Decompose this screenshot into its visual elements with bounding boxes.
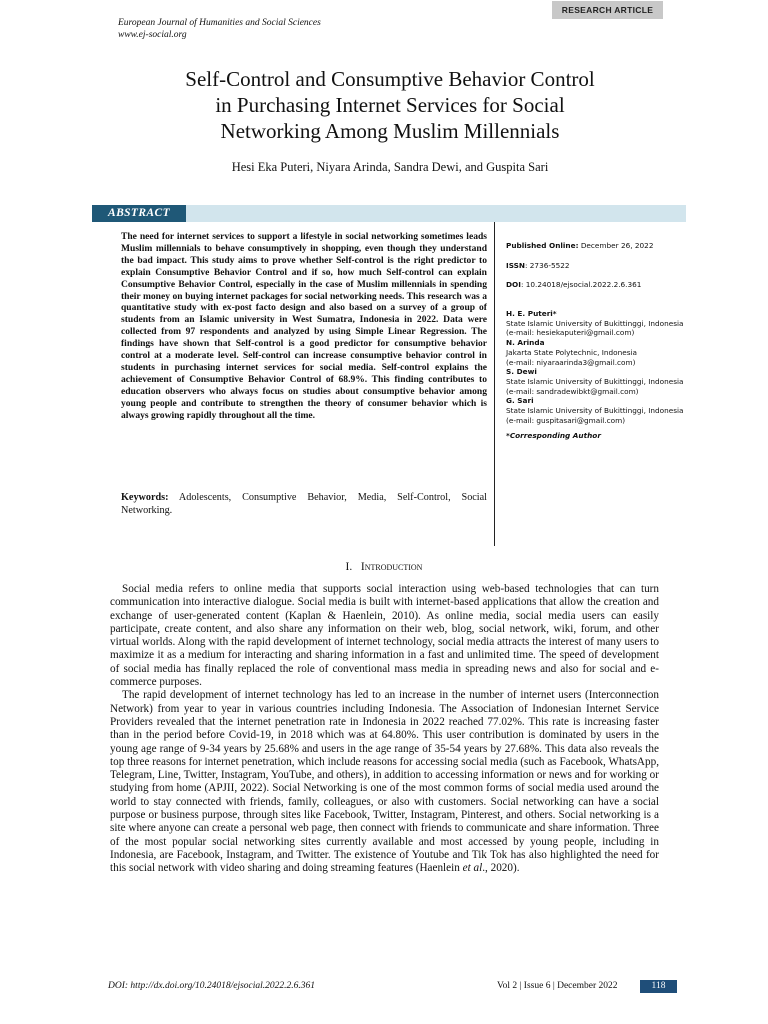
title-line-3: Networking Among Muslim Millennials [220,119,560,143]
paragraph-2-etal: et al [462,862,483,875]
affiliation-item [506,396,686,425]
column-divider [494,222,495,546]
title-line-2: in Purchasing Internet Services for Social [215,93,565,117]
title-line-1: Self-Control and Consumptive Behavior Control [185,67,595,91]
footer-volume: Vol 2 | Issue 6 | December 2022 [497,981,618,991]
issn [506,261,686,271]
affiliation-name: H. E. Puteri* [506,309,557,318]
journal-name: European Journal of Humanities and Social Sciences [118,18,321,28]
published-value: December 26, 2022 [580,241,654,250]
affiliation-institution: State Islamic University of Bukittinggi, Indonesia [506,376,684,386]
article-type-badge: RESEARCH ARTICLE [552,1,663,19]
published-label: Published Online: [506,241,579,250]
affiliation-email[interactable]: (e-mail: niyaraarinda3@gmail.com) [506,357,636,367]
journal-header [118,18,321,41]
page-number: 118 [640,980,677,993]
paragraph-2-end: ., 2020). [482,862,520,875]
affiliation-email[interactable]: (e-mail: guspitasari@gmail.com) [506,415,626,425]
affiliation-item [506,367,686,396]
section-number: I. [345,561,353,573]
paper-title [100,66,680,144]
journal-url: www.ej-social.org [118,29,187,40]
keywords-label: Keywords: [121,492,169,503]
affiliation-name: S. Dewi [506,367,537,377]
keywords [121,492,487,517]
affiliation-email[interactable]: (e-mail: hesiekaputeri@gmail.com) [506,328,635,338]
corresponding-author-note: *Corresponding Author [506,431,601,441]
affiliations [506,309,686,441]
affiliation-name: N. Arinda [506,338,545,348]
doi-value: : 10.24018/ejsocial.2022.2.6.361 [520,280,642,289]
body-paragraph-2 [110,689,659,875]
paragraph-2-main: The rapid development of internet technology has led to an increase in the number of internet users (Interconnection Network) from year to year in various countries including Indonesia. The Association of Indonesian Internet Service Providers revealed that the internet penetration rate in Indonesia in 2022 reached 77.02%. This rate is increasing faster than in the period before Covid-19, in 2018 which was at 64.80%. This user contribution is dominated by users in the young age range of 9-34 years by 25.68% and users in the age range of 35-54 years by 27.68%. This data also reveals the top three reasons for internet penetration, which include reasons for accessing social media (such as Facebook, WhatsApp, Telegram, Line, Twitter, Instagram, YouTube, and others), in addition to accessing information or news and for working or studying from home (APJII, 2022). Social Networking is one of the most common forms of social media used around the world to stay connected with friends, family, colleagues, or also with customers. Social networking can have a social purpose or business purpose, through sites like Facebook, Twitter, Instagram, Pinterest, and others. Social networking is a site where anyone can create a personal web page, then connect with friends to communicate and share information. Three of the most popular social networking sites currently available and most accessed by young people, including in Indonesia, are Facebook, Instagram, and Twitter. The existence of Youtube and Tik Tok has also highlighted the need for this social network with video sharing and doing streaming features (Haenlein [110,689,659,875]
affiliation-email[interactable]: (e-mail: sandradewibkt@gmail.com) [506,386,639,396]
published-online [506,241,686,251]
author-list: Hesi Eka Puteri, Niyara Arinda, Sandra Dewi, and Guspita Sari [231,160,549,174]
doi[interactable] [506,280,686,290]
issn-label: ISSN [506,261,526,270]
abstract-label: ABSTRACT [92,205,186,222]
doi-label: DOI [506,280,521,289]
section-heading [0,561,768,573]
section-title: Introduction [360,561,423,573]
body-text [110,583,659,876]
affiliation-name: G. Sari [506,396,534,406]
footer-doi-link[interactable]: DOI: http://dx.doi.org/10.24018/ejsocial.2022.2.6.361 [108,981,316,991]
issn-value: : 2736-5522 [525,261,570,270]
abstract-text: The need for internet services to support a lifestyle in social networking sometimes leads Muslim millennials to behave consumptively in shopping, even though they understand the bad impact. This study aims to prove whether Self-control is the right predictor to explain Consumptive Behavior Control and if so, how much Self-control can explain Consumptive Behavior Control, especially in the case of Muslim millennials in spending their money on buying internet packages for social networking needs. This research was a quantitative study with ex-post facto design and also based on a survey of a group of students from an Islamic university in West Sumatra, Indonesia in 2022. Data were collected from 97 respondents and analyzed by using Simple Linear Regression. The findings have shown that Self-control is a good predictor for consumptive behavior control at a moderate level. Self-control can increase consumptive behavior control in students in purchasing internet services for social media. Self-control explains the achievement of Consumptive Behavior Control of 68.9%. This finding contributes to education observers who always focus on studies about consumptive behavior among young people and contribute to strengthen the theory of consumer behavior which is always growing rapidly throughout all the time. [121,231,487,421]
affiliation-item [506,309,686,338]
affiliation-institution: Jakarta State Polytechnic, Indonesia [506,347,638,357]
affiliation-institution: State Islamic University of Bukittinggi, Indonesia [506,406,684,416]
affiliation-item [506,338,686,367]
keywords-text: Adolescents, Consumptive Behavior, Media, Self-Control, Social Networking. [121,492,487,516]
body-paragraph-1: Social media refers to online media that supports social interaction using web-based technologies that can turn communication into interactive dialogue. Social media is built with internet-based applications that allow the creation and exchange of user-generated content (Kaplan & Haenlein, 2010). As online media, social media users can easily participate, create content, and also share any information on their web, blog, social network, wiki, forum, and other virtual worlds. Along with the rapid development of internet technology, social media attracts the interest of many users to maximize it as a medium for interacting and sharing information in a fast and unlimited time. The speed of development of social media has finally replaced the role of conventional mass media in spreading news and also for social and e-commerce purposes. [110,583,659,689]
affiliation-institution: State Islamic University of Bukittinggi, Indonesia [506,318,684,328]
